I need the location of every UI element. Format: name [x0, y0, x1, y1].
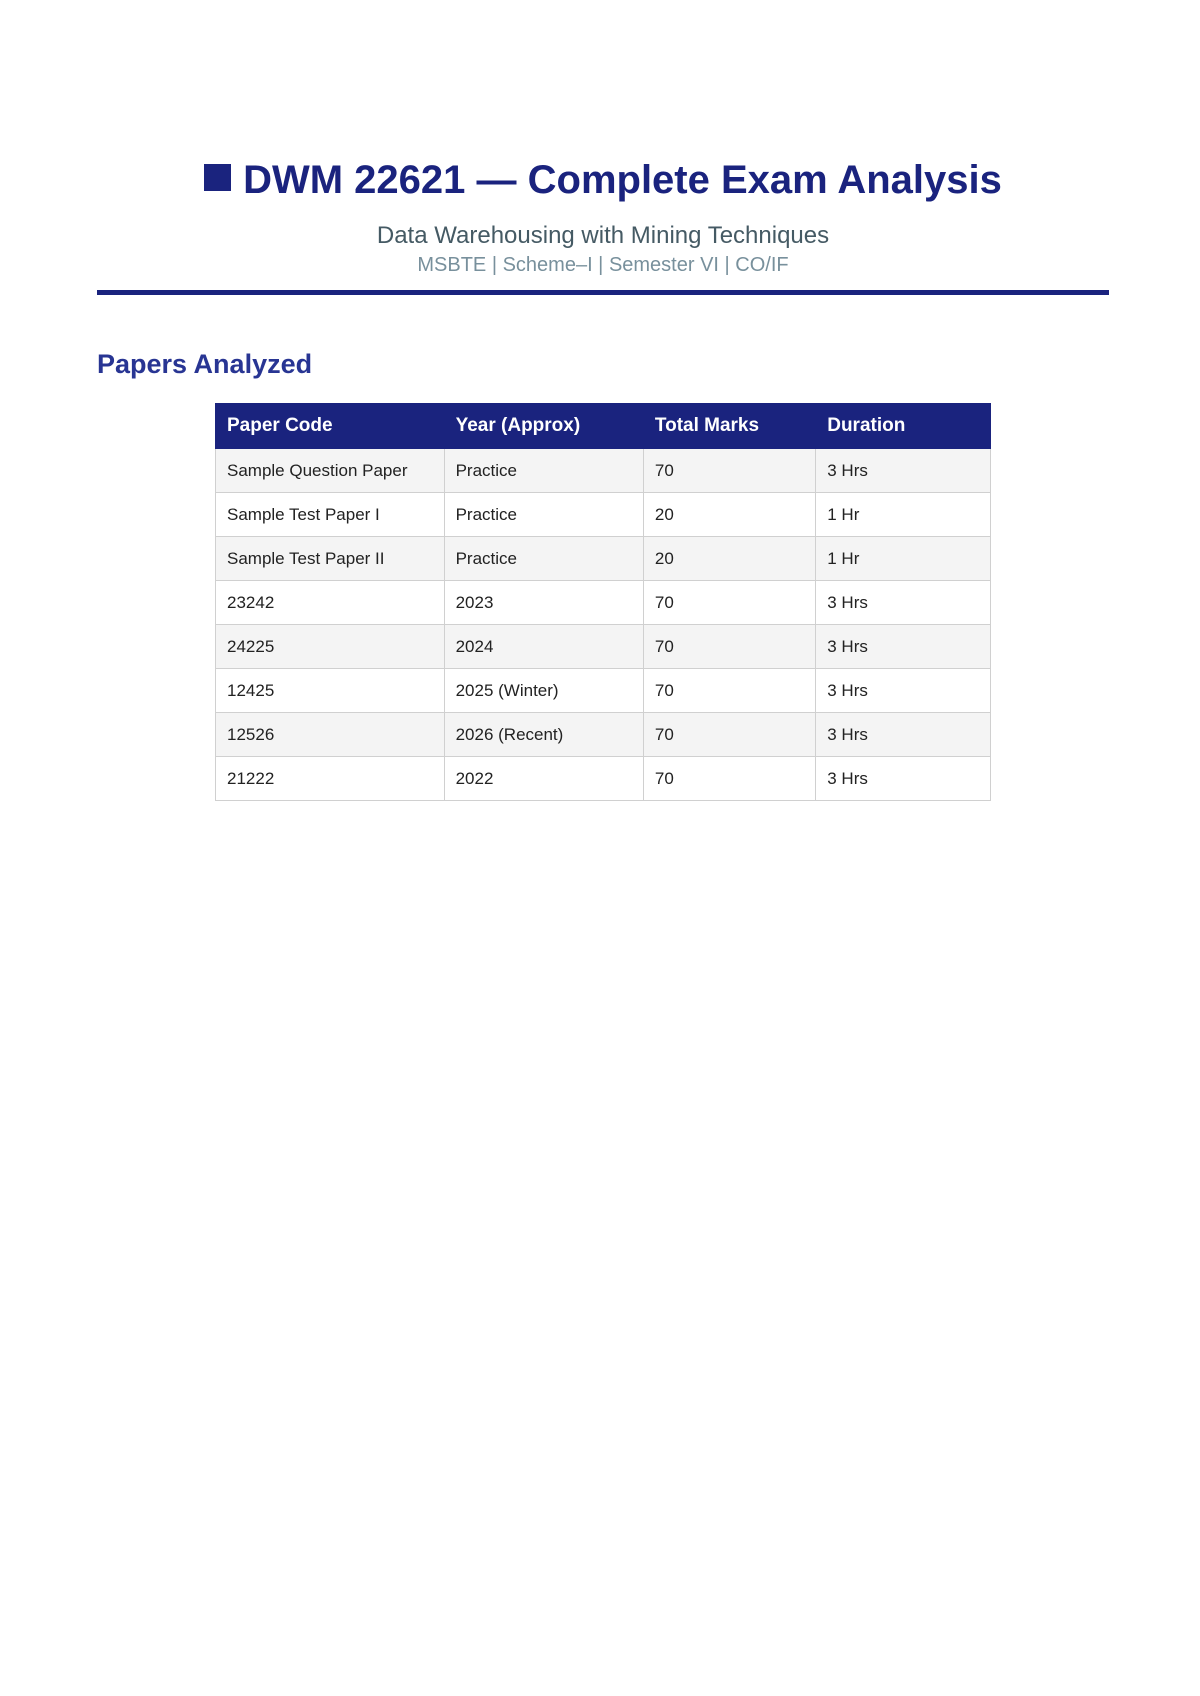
table-cell: 24225 — [216, 625, 445, 669]
table-cell: 3 Hrs — [816, 625, 991, 669]
table-cell: 3 Hrs — [816, 669, 991, 713]
table-row — [216, 713, 991, 757]
table-cell: 70 — [643, 757, 815, 801]
document-page — [97, 0, 1109, 1696]
page-subtitle: Data Warehousing with Mining Techniques — [376, 222, 830, 249]
table-cell: 70 — [643, 713, 815, 757]
section-heading: Papers Analyzed — [97, 349, 313, 379]
column-header-total-marks: Total Marks — [643, 404, 815, 449]
column-header-duration: Duration — [816, 404, 991, 449]
table-cell: 20 — [643, 493, 815, 537]
column-header-year: Year (Approx) — [444, 404, 643, 449]
table-cell: 3 Hrs — [816, 757, 991, 801]
table-row — [216, 449, 991, 493]
table-row — [216, 493, 991, 537]
table-cell: 1 Hr — [816, 537, 991, 581]
table-cell: 21222 — [216, 757, 445, 801]
table-row — [216, 537, 991, 581]
square-icon — [204, 164, 231, 191]
table-cell: 3 Hrs — [816, 713, 991, 757]
table-cell: 1 Hr — [816, 493, 991, 537]
table-cell: 12526 — [216, 713, 445, 757]
table-cell: Practice — [444, 493, 643, 537]
table-cell: 2023 — [444, 581, 643, 625]
header-divider — [97, 290, 1109, 295]
table-cell: 3 Hrs — [816, 581, 991, 625]
table-row — [216, 581, 991, 625]
column-header-paper-code: Paper Code — [216, 404, 445, 449]
table-cell: 70 — [643, 625, 815, 669]
table-cell: 2026 (Recent) — [444, 713, 643, 757]
table-header-row — [216, 404, 991, 449]
papers-table — [215, 403, 991, 801]
table-row — [216, 757, 991, 801]
table-row — [216, 669, 991, 713]
table-cell: 2025 (Winter) — [444, 669, 643, 713]
table-cell: 70 — [643, 449, 815, 493]
page-meta: MSBTE | Scheme–I | Semester VI | CO/IF — [417, 254, 789, 276]
table-cell: Practice — [444, 449, 643, 493]
table-cell: Practice — [444, 537, 643, 581]
table-cell: Sample Test Paper II — [216, 537, 445, 581]
table-cell: 2022 — [444, 757, 643, 801]
table-cell: 70 — [643, 669, 815, 713]
page-title-text: DWM 22621 — Complete Exam Analysis — [243, 158, 1002, 202]
table-cell: 2024 — [444, 625, 643, 669]
table-row — [216, 625, 991, 669]
page-title — [97, 156, 1109, 204]
table-cell: 3 Hrs — [816, 449, 991, 493]
table-cell: 23242 — [216, 581, 445, 625]
table-cell: Sample Test Paper I — [216, 493, 445, 537]
table-cell: 20 — [643, 537, 815, 581]
table-cell: Sample Question Paper — [216, 449, 445, 493]
table-cell: 70 — [643, 581, 815, 625]
table-cell: 12425 — [216, 669, 445, 713]
